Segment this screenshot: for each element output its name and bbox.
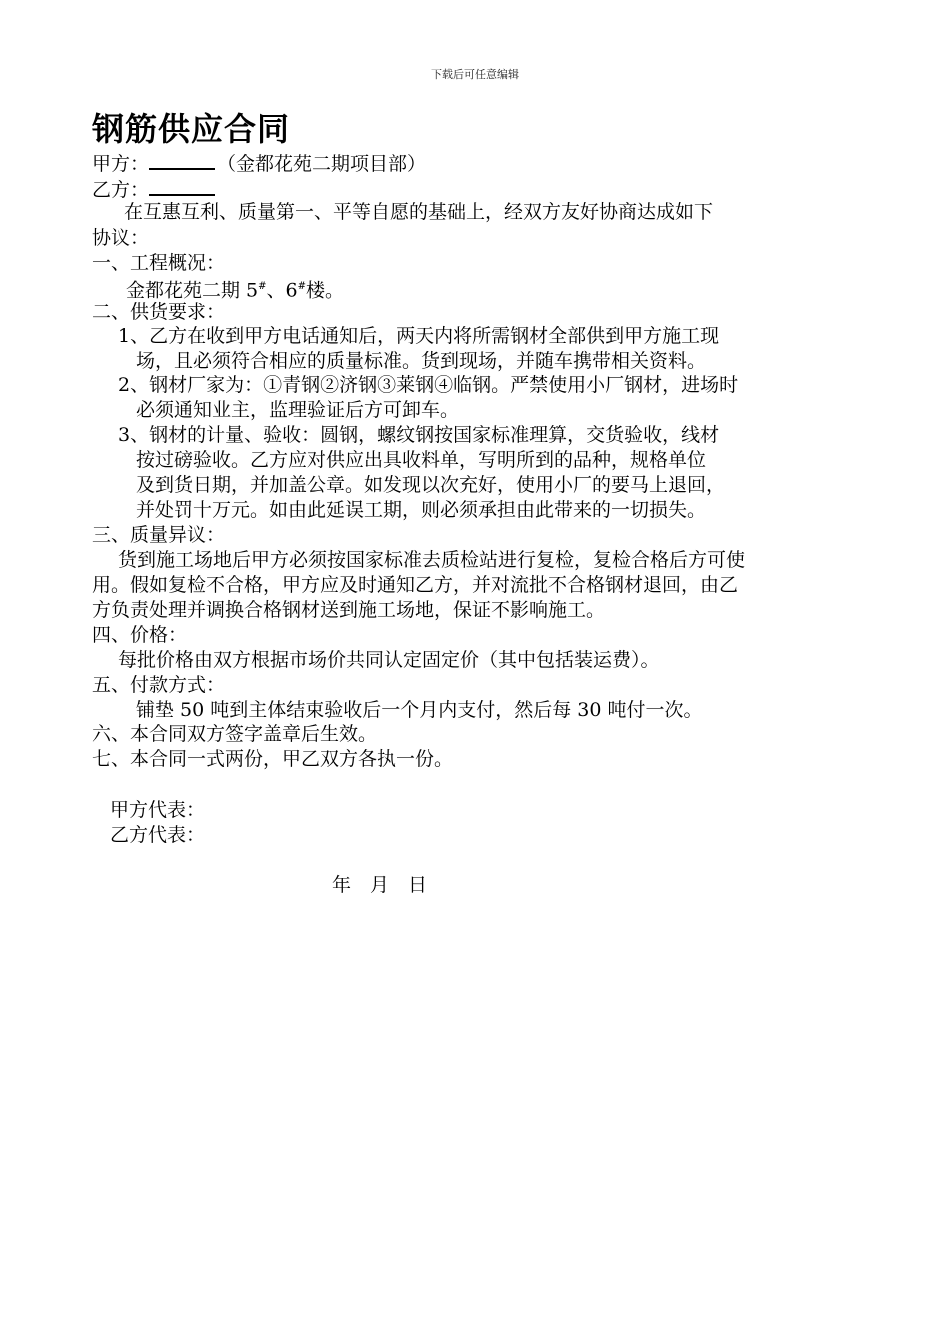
section-1-heading: 一、工程概况： xyxy=(92,252,226,274)
s3-line: 方负责处理并调换合格钢材送到施工场地，保证不影响施工。 xyxy=(92,599,606,621)
party-a-blank xyxy=(149,150,215,170)
s3-line: 用。假如复检不合格，甲方应及时通知乙方，并对流批不合格钢材退回，由乙 xyxy=(92,574,739,596)
document-title: 钢筋供应合同 xyxy=(92,110,291,148)
s2-line: 必须通知业主，监理验证后方可卸车。 xyxy=(136,399,460,421)
section-7: 七、本合同一式两份，甲乙双方各执一份。 xyxy=(92,748,454,770)
s1-text-c: 楼。 xyxy=(306,279,345,302)
s2-line: 并处罚十万元。如由此延误工期，则必须承担由此带来的一切损失。 xyxy=(136,499,707,521)
rep-b: 乙方代表： xyxy=(110,824,206,846)
date-line: 年 月 日 xyxy=(332,874,428,896)
section-3-heading: 三、质量异议： xyxy=(92,524,226,546)
s1-sup-2: # xyxy=(297,281,307,292)
section-6: 六、本合同双方签字盖章后生效。 xyxy=(92,723,378,745)
intro-line-1: 在互惠互利、质量第一、平等自愿的基础上，经双方友好协商达成如下 xyxy=(124,201,714,223)
party-b-label: 乙方： xyxy=(92,179,150,201)
s2-line: 场，且必须符合相应的质量标准。货到现场，并随车携带相关资料。 xyxy=(136,350,707,372)
section-4-heading: 四、价格： xyxy=(92,624,188,646)
rep-a: 甲方代表： xyxy=(110,799,206,821)
s1-text-b: 、6 xyxy=(266,279,298,302)
party-a-note: （金都花苑二期项目部） xyxy=(217,153,427,175)
s2-line: 3、钢材的计量、验收：圆钢，螺纹钢按国家标准理算，交货验收，线材 xyxy=(118,424,720,446)
party-a-line xyxy=(92,150,426,177)
s3-line: 货到施工场地后甲方必须按国家标准去质检站进行复检，复检合格后方可使 xyxy=(118,549,746,571)
s2-line: 及到货日期，并加盖公章。如发现以次充好，使用小厂的要马上退回， xyxy=(136,474,726,496)
s1-sup-1: # xyxy=(258,281,267,292)
party-b-blank xyxy=(149,176,215,196)
header-note: 下载后可任意编辑 xyxy=(431,68,519,81)
intro-line-2: 协议： xyxy=(92,227,150,249)
party-a-label: 甲方： xyxy=(92,153,150,175)
s2-line: 2、钢材厂家为：①青钢②济钢③莱钢④临钢。严禁使用小厂钢材，进场时 xyxy=(118,374,739,396)
section-4-text: 每批价格由双方根据市场价共同认定固定价（其中包括装运费）。 xyxy=(118,649,660,671)
section-2-heading: 二、供货要求： xyxy=(92,301,226,323)
section-5-text: 铺垫 50 吨到主体结束验收后一个月内支付，然后每 30 吨付一次。 xyxy=(136,699,703,721)
s2-line: 1、乙方在收到甲方电话通知后，两天内将所需钢材全部供到甲方施工现 xyxy=(118,325,720,347)
s2-line: 按过磅验收。乙方应对供应出具收料单，写明所到的品种，规格单位 xyxy=(136,449,707,471)
s1-text-a: 金都花苑二期 5 xyxy=(126,279,259,302)
section-5-heading: 五、付款方式： xyxy=(92,674,226,696)
